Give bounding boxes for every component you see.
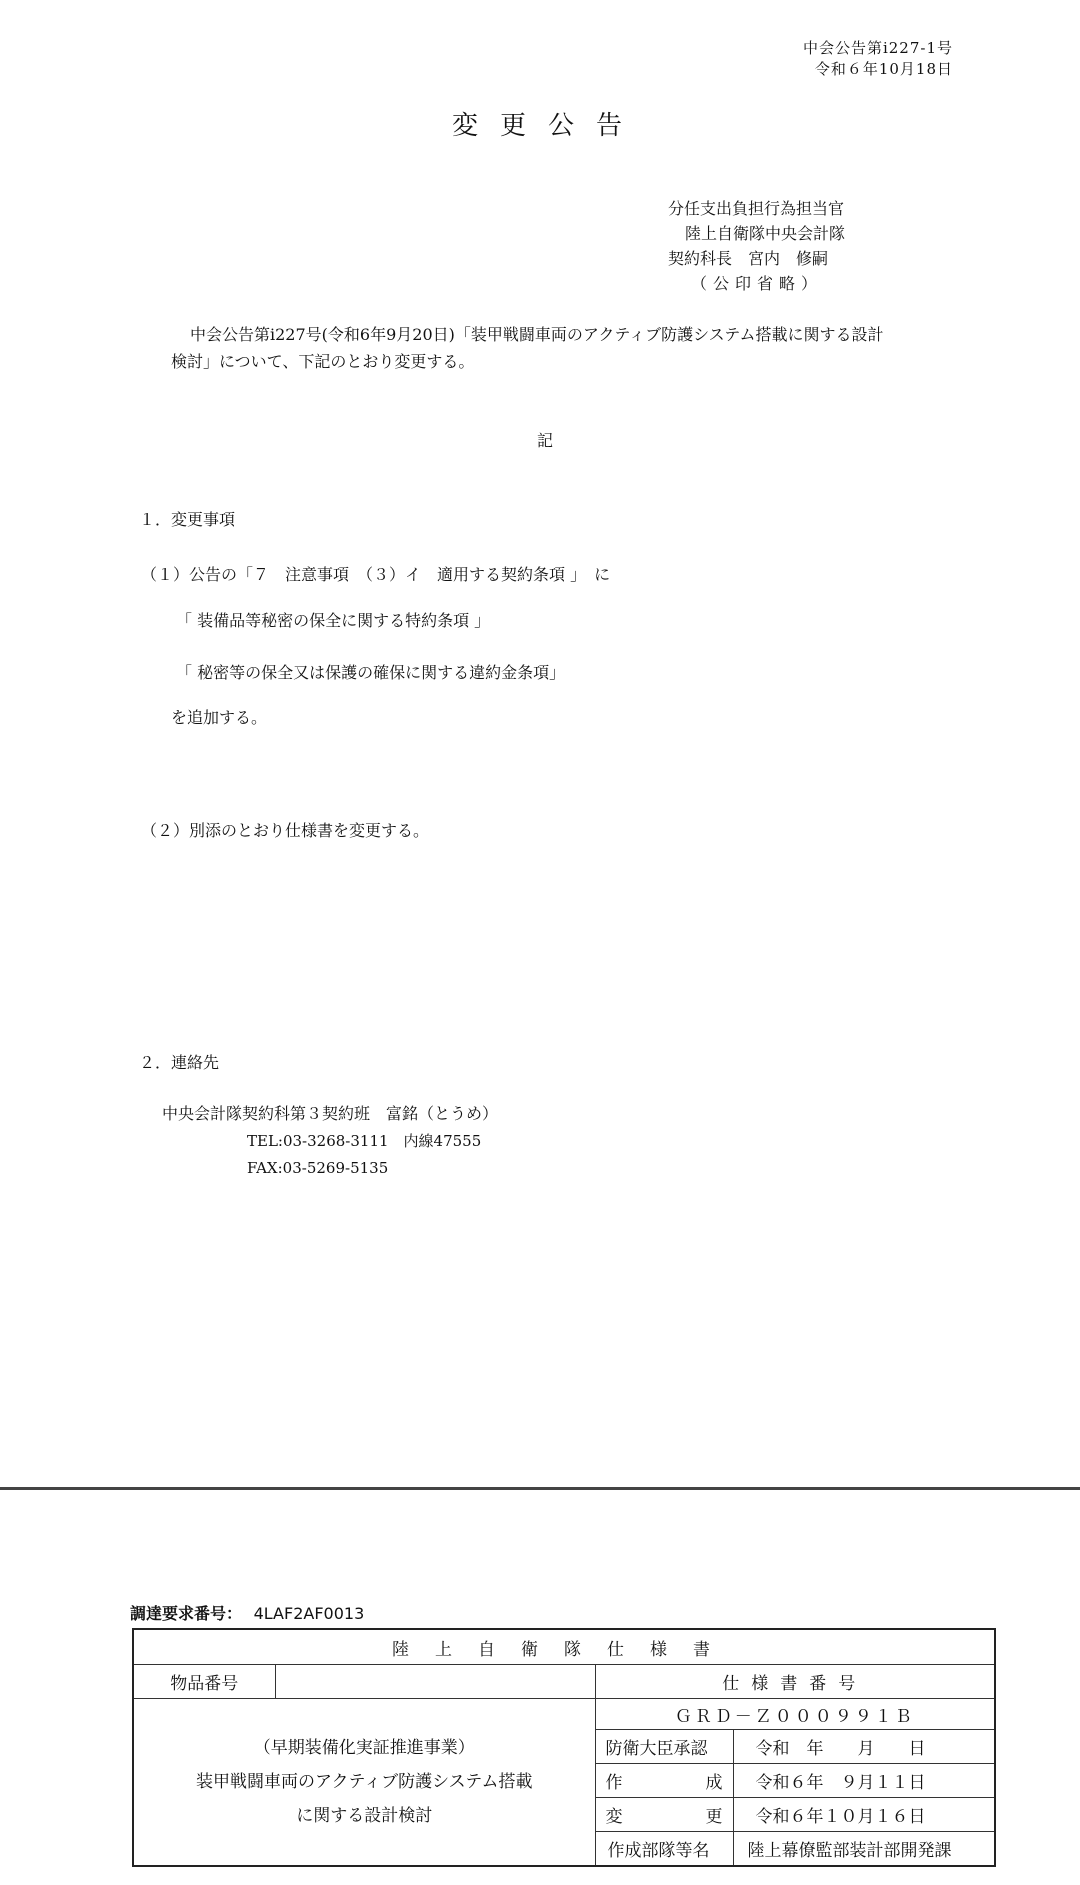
spec-subject (133, 1699, 595, 1866)
page-title: 変更公告 (452, 111, 645, 141)
body-line-2: 検討」について、下記のとおり変更する。 (171, 352, 475, 371)
issuer-title: 分任支出負担行為担当官 (668, 199, 845, 218)
notice-ref-number: 中会公告第i227-1号 (802, 39, 953, 57)
contact-tel: TEL:03-3268-3111 内線47555 (247, 1132, 482, 1150)
section1-quote1: 「 装備品等秘密の保全に関する特約条項 」 (176, 611, 491, 630)
item-number-label: 物品番号 (133, 1665, 275, 1699)
section1-item1: （１）公告の「７ 注意事項 （３）イ 適用する契約条項 」 に (141, 565, 611, 584)
dept-value: 陸上幕僚監部装計部開発課 (733, 1832, 995, 1866)
issuer-organization: 陸上自衛隊中央会計隊 (685, 224, 846, 243)
page-divider (0, 1487, 1080, 1490)
item-number-value (275, 1665, 595, 1699)
notice-date: 令和６年10月18日 (814, 60, 953, 78)
subject-line-3: に関する設計検討 (296, 1805, 433, 1826)
section1-quote2: 「 秘密等の保全又は保護の確保に関する違約金条項」 (176, 663, 566, 682)
spec-title: 陸上自衛隊仕様書 (133, 1629, 995, 1665)
section1-add: を追加する。 (171, 708, 268, 727)
official-seal-note: （公印省略） (691, 274, 824, 293)
subject-line-1: （早期装備化実証推進事業） (253, 1737, 475, 1758)
issuer-block (668, 196, 845, 296)
subject-line-2: 装甲戦闘車両のアクティブ防護システム搭載 (196, 1771, 533, 1792)
changed-label-a: 変 (605, 1807, 623, 1827)
spec-number-label: 仕様書番号 (595, 1665, 995, 1699)
approval-value: 令和 年 月 日 (733, 1730, 995, 1764)
issuer-name: 契約科長 宮内 修嗣 (668, 249, 829, 268)
created-value: 令和６年 ９月１１日 (733, 1764, 995, 1798)
spec-cover-table (132, 1628, 996, 1867)
procurement-label: 調達要求番号： (130, 1604, 243, 1623)
changed-label (595, 1798, 733, 1832)
section1-item2: （２）別添のとおり仕様書を変更する。 (141, 821, 430, 840)
changed-label-b: 更 (705, 1807, 723, 1827)
created-label (595, 1764, 733, 1798)
ki-heading: 記 (537, 431, 554, 450)
procurement-number: 4LAF2AF0013 (253, 1604, 365, 1623)
approval-label: 防衛大臣承認 (595, 1730, 733, 1764)
notice-header (803, 38, 953, 80)
dept-label: 作成部隊等名 (595, 1832, 733, 1866)
body-line-1: 中会公告第i227号(令和6年9月20日)「装甲戦闘車両のアクティブ防護システム搭載に関する設計 (190, 325, 884, 344)
procurement-number-row (130, 1601, 364, 1624)
section2-heading: ２．連絡先 (139, 1053, 220, 1072)
contact-fax: FAX:03-5269-5135 (247, 1159, 389, 1177)
contact-name: 中央会計隊契約科第３契約班 富銘（とうめ） (162, 1104, 499, 1123)
created-label-a: 作 (605, 1773, 623, 1793)
section1-heading: １．変更事項 (139, 510, 236, 529)
created-label-b: 成 (705, 1773, 723, 1793)
spec-number: ＧＲＤ－Ｚ０００９９１Ｂ (595, 1699, 995, 1730)
changed-value: 令和６年１０月１６日 (733, 1798, 995, 1832)
